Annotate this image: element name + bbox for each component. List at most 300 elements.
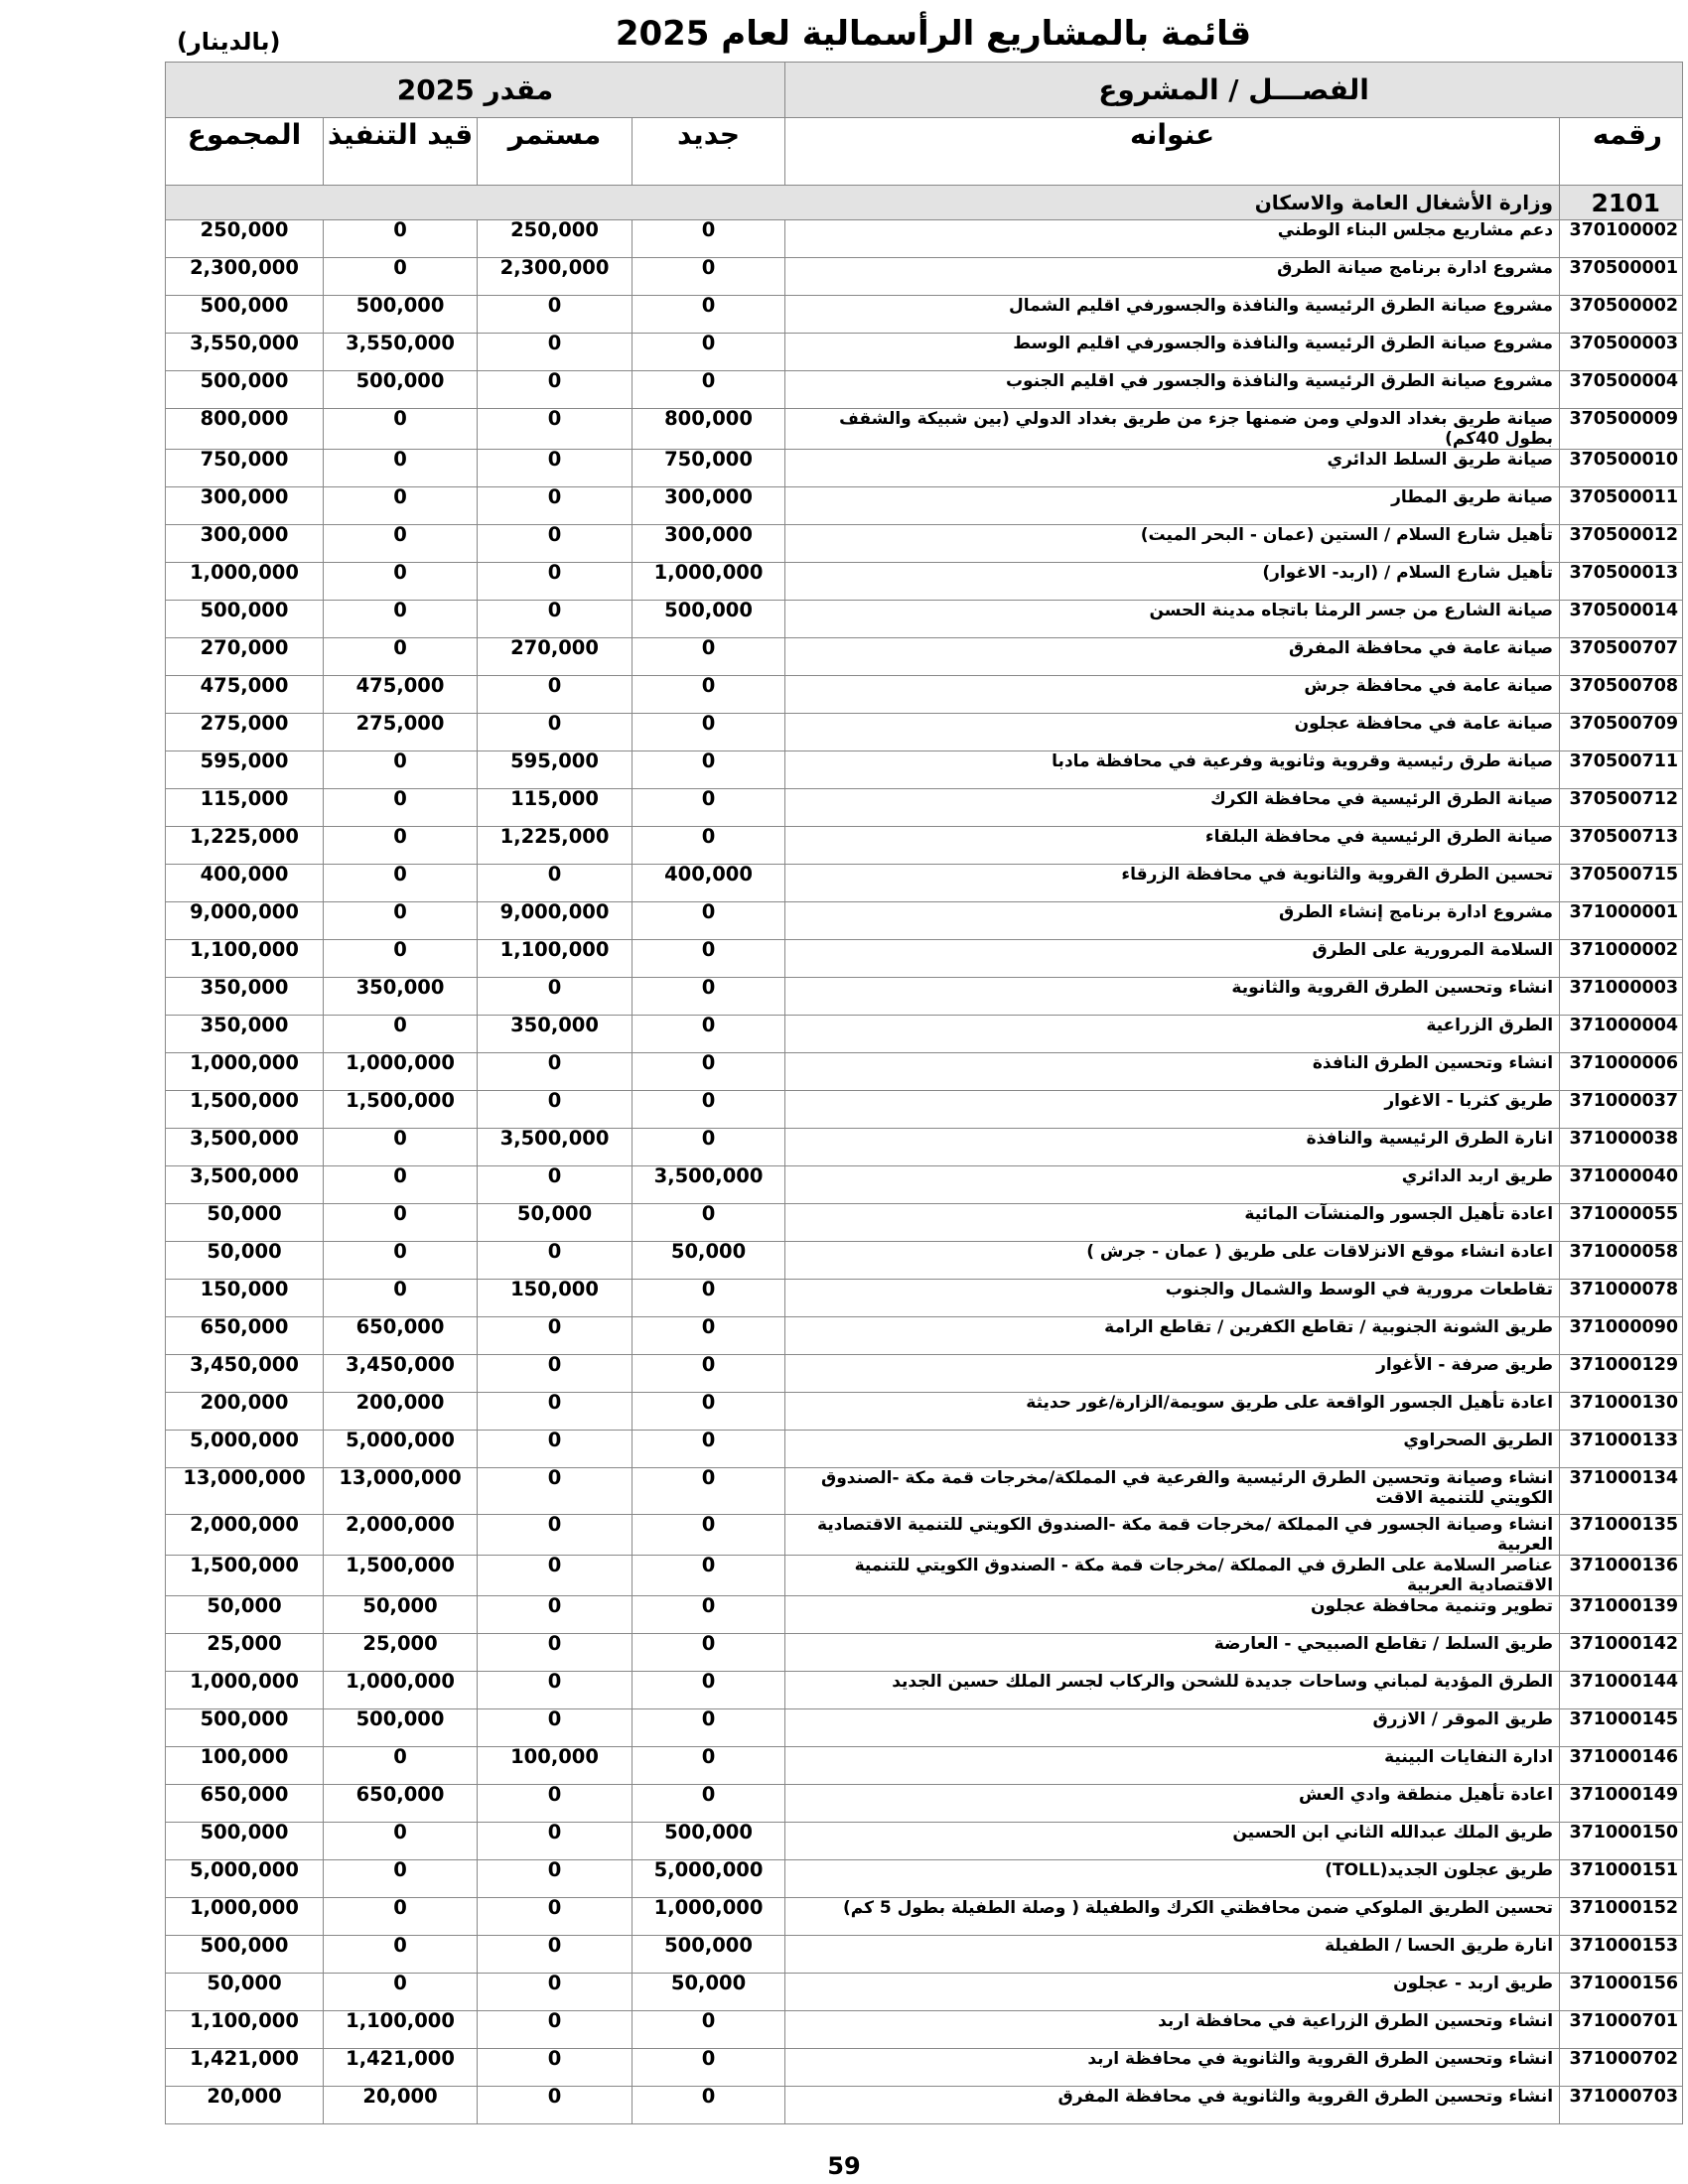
- table-row: [166, 1468, 1683, 1515]
- table-row: [166, 1596, 1683, 1634]
- value-continuing: 0: [478, 450, 633, 487]
- table-row: [166, 2087, 1683, 2124]
- project-title: صيانة عامة في محافظة جرش: [785, 676, 1560, 714]
- value-in-progress: 0: [324, 1823, 478, 1860]
- value-total: 9,000,000: [166, 902, 324, 940]
- currency-unit: (بالدينار): [177, 28, 281, 56]
- project-code: 370500012: [1560, 525, 1683, 563]
- value-total: 500,000: [166, 1936, 324, 1974]
- value-new: 300,000: [633, 525, 785, 563]
- project-code: 371000139: [1560, 1596, 1683, 1634]
- project-title: انشاء وتحسين الطرق القروية والثانوية: [785, 978, 1560, 1016]
- value-total: 250,000: [166, 220, 324, 258]
- table-row: [166, 450, 1683, 487]
- table-row: [166, 220, 1683, 258]
- value-total: 500,000: [166, 1823, 324, 1860]
- project-title: صيانة عامة في محافظة عجلون: [785, 714, 1560, 751]
- value-total: 275,000: [166, 714, 324, 751]
- value-new: 0: [633, 2049, 785, 2087]
- value-new: 0: [633, 2087, 785, 2124]
- value-new: 0: [633, 296, 785, 334]
- section-code: 2101: [1560, 186, 1683, 220]
- value-new: 0: [633, 1634, 785, 1672]
- table-row: [166, 1280, 1683, 1317]
- project-title: طريق الموقر / الازرق: [785, 1709, 1560, 1747]
- project-code: 371000146: [1560, 1747, 1683, 1785]
- project-code: 371000001: [1560, 902, 1683, 940]
- project-code: 371000058: [1560, 1242, 1683, 1280]
- project-code: 371000130: [1560, 1393, 1683, 1431]
- value-continuing: 0: [478, 409, 633, 450]
- value-continuing: 0: [478, 1393, 633, 1431]
- project-title: انشاء وتحسين الطرق القروية والثانوية في محافظة المفرق: [785, 2087, 1560, 2124]
- value-total: 1,000,000: [166, 563, 324, 601]
- value-total: 13,000,000: [166, 1468, 324, 1515]
- header-code: رقمه: [1560, 118, 1683, 186]
- value-in-progress: 0: [324, 1204, 478, 1242]
- page-number: 59: [827, 2152, 861, 2180]
- table-row: [166, 1823, 1683, 1860]
- value-total: 350,000: [166, 1016, 324, 1053]
- value-in-progress: 0: [324, 827, 478, 865]
- project-title: اعادة تأهيل منطقة وادي العش: [785, 1785, 1560, 1823]
- table-row: [166, 409, 1683, 450]
- project-title: صيانة طريق المطار: [785, 487, 1560, 525]
- value-in-progress: 1,500,000: [324, 1556, 478, 1596]
- project-code: 371000003: [1560, 978, 1683, 1016]
- value-total: 3,500,000: [166, 1166, 324, 1204]
- project-title: طريق الشونة الجنوبية / تقاطع الكفرين / تقاطع الرامة: [785, 1317, 1560, 1355]
- project-code: 371000703: [1560, 2087, 1683, 2124]
- project-code: 370500711: [1560, 751, 1683, 789]
- value-new: 0: [633, 714, 785, 751]
- value-in-progress: 0: [324, 865, 478, 902]
- value-continuing: 0: [478, 1166, 633, 1204]
- value-continuing: 0: [478, 1431, 633, 1468]
- project-code: 371000701: [1560, 2011, 1683, 2049]
- value-in-progress: 350,000: [324, 978, 478, 1016]
- value-continuing: 1,225,000: [478, 827, 633, 865]
- value-in-progress: 200,000: [324, 1393, 478, 1431]
- value-total: 50,000: [166, 1242, 324, 1280]
- value-in-progress: 0: [324, 1936, 478, 1974]
- section-name: وزارة الأشغال العامة والاسكان: [166, 186, 1560, 220]
- table-row: [166, 258, 1683, 296]
- project-title: طريق السلط / تقاطع الصبيحي - العارضة: [785, 1634, 1560, 1672]
- project-code: 370500010: [1560, 450, 1683, 487]
- value-new: 0: [633, 1431, 785, 1468]
- value-total: 20,000: [166, 2087, 324, 2124]
- table-row: [166, 1785, 1683, 1823]
- project-code: 371000040: [1560, 1166, 1683, 1204]
- value-in-progress: 500,000: [324, 1709, 478, 1747]
- value-continuing: 0: [478, 2049, 633, 2087]
- value-total: 475,000: [166, 676, 324, 714]
- page-title: قائمة بالمشاريع الرأسمالية لعام 2025: [615, 14, 1252, 54]
- table-row: [166, 1860, 1683, 1898]
- value-continuing: 0: [478, 865, 633, 902]
- value-continuing: 0: [478, 601, 633, 638]
- project-title: انشاء وتحسين الطرق النافذة: [785, 1053, 1560, 1091]
- value-new: 0: [633, 1317, 785, 1355]
- table-row: [166, 1091, 1683, 1129]
- value-new: 500,000: [633, 1936, 785, 1974]
- project-title: صيانة طريق بغداد الدولي ومن ضمنها جزء من طريق بغداد الدولي (بين شبيكة والشقف بطول 40كم): [785, 409, 1560, 450]
- table-row: [166, 296, 1683, 334]
- table-row: [166, 789, 1683, 827]
- value-in-progress: 650,000: [324, 1785, 478, 1823]
- table-row: [166, 601, 1683, 638]
- project-title: تأهيل شارع السلام / الستين (عمان - البحر الميت): [785, 525, 1560, 563]
- value-in-progress: 1,500,000: [324, 1091, 478, 1129]
- header-title: عنوانه: [785, 118, 1560, 186]
- value-continuing: 0: [478, 487, 633, 525]
- table-row: [166, 865, 1683, 902]
- value-new: 0: [633, 220, 785, 258]
- value-in-progress: 500,000: [324, 371, 478, 409]
- value-continuing: 50,000: [478, 1204, 633, 1242]
- project-title: صيانة عامة في محافظة المفرق: [785, 638, 1560, 676]
- value-in-progress: 50,000: [324, 1596, 478, 1634]
- value-in-progress: 0: [324, 1898, 478, 1936]
- value-continuing: 0: [478, 371, 633, 409]
- table-row: [166, 1242, 1683, 1280]
- value-total: 3,450,000: [166, 1355, 324, 1393]
- header-project-group: الفصـــل / المشروع: [785, 63, 1683, 118]
- value-new: 0: [633, 902, 785, 940]
- project-title: اعادة تأهيل الجسور الواقعة على طريق سويمة/الزارة/غور حديثة: [785, 1393, 1560, 1431]
- project-code: 370500708: [1560, 676, 1683, 714]
- value-continuing: 0: [478, 334, 633, 371]
- project-code: 370500712: [1560, 789, 1683, 827]
- value-total: 595,000: [166, 751, 324, 789]
- table-row: [166, 1709, 1683, 1747]
- table-row: [166, 1355, 1683, 1393]
- project-code: 371000134: [1560, 1468, 1683, 1515]
- project-title: انارة الطرق الرئيسية والنافذة: [785, 1129, 1560, 1166]
- project-title: اعادة تأهيل الجسور والمنشآت المائية: [785, 1204, 1560, 1242]
- project-code: 370500001: [1560, 258, 1683, 296]
- value-total: 50,000: [166, 1204, 324, 1242]
- value-total: 1,100,000: [166, 940, 324, 978]
- project-code: 371000038: [1560, 1129, 1683, 1166]
- value-new: 1,000,000: [633, 563, 785, 601]
- value-new: 300,000: [633, 487, 785, 525]
- value-continuing: 595,000: [478, 751, 633, 789]
- value-total: 650,000: [166, 1785, 324, 1823]
- value-continuing: 0: [478, 1515, 633, 1556]
- project-code: 370500002: [1560, 296, 1683, 334]
- table-row: [166, 1747, 1683, 1785]
- value-continuing: 0: [478, 1053, 633, 1091]
- value-in-progress: 0: [324, 601, 478, 638]
- value-continuing: 150,000: [478, 1280, 633, 1317]
- project-code: 370500713: [1560, 827, 1683, 865]
- value-in-progress: 475,000: [324, 676, 478, 714]
- table-row: [166, 1515, 1683, 1556]
- value-continuing: 0: [478, 1709, 633, 1747]
- project-code: 371000133: [1560, 1431, 1683, 1468]
- value-continuing: 0: [478, 1242, 633, 1280]
- table-row: [166, 1053, 1683, 1091]
- project-code: 371000151: [1560, 1860, 1683, 1898]
- table-row: [166, 371, 1683, 409]
- value-new: 50,000: [633, 1974, 785, 2011]
- project-code: 371000037: [1560, 1091, 1683, 1129]
- value-total: 100,000: [166, 1747, 324, 1785]
- value-continuing: 0: [478, 1596, 633, 1634]
- value-total: 350,000: [166, 978, 324, 1016]
- project-code: 371000078: [1560, 1280, 1683, 1317]
- value-continuing: 0: [478, 1823, 633, 1860]
- header-new: جديد: [633, 118, 785, 186]
- table-row: [166, 1672, 1683, 1709]
- value-in-progress: 0: [324, 1129, 478, 1166]
- project-code: 370500009: [1560, 409, 1683, 450]
- project-title: تأهيل شارع السلام / (اربد- الاغوار): [785, 563, 1560, 601]
- value-in-progress: 1,000,000: [324, 1672, 478, 1709]
- value-total: 1,421,000: [166, 2049, 324, 2087]
- value-new: 0: [633, 1709, 785, 1747]
- project-code: 371000150: [1560, 1823, 1683, 1860]
- value-total: 1,500,000: [166, 1091, 324, 1129]
- value-new: 0: [633, 334, 785, 371]
- value-total: 650,000: [166, 1317, 324, 1355]
- value-total: 2,300,000: [166, 258, 324, 296]
- project-title: ادارة النفايات البينية: [785, 1747, 1560, 1785]
- project-title: تقاطعات مرورية في الوسط والشمال والجنوب: [785, 1280, 1560, 1317]
- project-title: السلامة المرورية على الطرق: [785, 940, 1560, 978]
- value-in-progress: 0: [324, 1016, 478, 1053]
- value-total: 300,000: [166, 525, 324, 563]
- value-total: 5,000,000: [166, 1431, 324, 1468]
- value-continuing: 0: [478, 978, 633, 1016]
- value-total: 50,000: [166, 1596, 324, 1634]
- table-row: [166, 827, 1683, 865]
- value-total: 1,100,000: [166, 2011, 324, 2049]
- project-title: تحسين الطريق الملوكي ضمن محافظتي الكرك والطفيلة ( وصلة الطفيلة بطول 5 كم): [785, 1898, 1560, 1936]
- table-row: [166, 940, 1683, 978]
- value-in-progress: 0: [324, 940, 478, 978]
- project-code: 371000002: [1560, 940, 1683, 978]
- value-new: 0: [633, 258, 785, 296]
- value-new: 0: [633, 2011, 785, 2049]
- project-code: 371000129: [1560, 1355, 1683, 1393]
- project-code: 371000144: [1560, 1672, 1683, 1709]
- project-title: مشروع صيانة الطرق الرئيسية والنافذة والجسورفي اقليم الوسط: [785, 334, 1560, 371]
- value-new: 0: [633, 1515, 785, 1556]
- value-new: 0: [633, 1355, 785, 1393]
- value-in-progress: 650,000: [324, 1317, 478, 1355]
- value-in-progress: 1,100,000: [324, 2011, 478, 2049]
- value-continuing: 0: [478, 1317, 633, 1355]
- project-code: 370500707: [1560, 638, 1683, 676]
- table-body: [166, 63, 1683, 2124]
- project-title: انشاء وتحسين الطرق الزراعية في محافظة اربد: [785, 2011, 1560, 2049]
- value-new: 0: [633, 1280, 785, 1317]
- value-total: 150,000: [166, 1280, 324, 1317]
- project-title: اعادة انشاء موقع الانزلاقات على طريق ( عمان - جرش ): [785, 1242, 1560, 1280]
- project-title: طريق الملك عبدالله الثاني ابن الحسين: [785, 1823, 1560, 1860]
- value-continuing: 0: [478, 525, 633, 563]
- value-new: 3,500,000: [633, 1166, 785, 1204]
- value-continuing: 115,000: [478, 789, 633, 827]
- value-new: 500,000: [633, 1823, 785, 1860]
- project-code: 371000055: [1560, 1204, 1683, 1242]
- project-title: طريق عجلون الجديد(TOLL): [785, 1860, 1560, 1898]
- value-continuing: 0: [478, 1355, 633, 1393]
- value-total: 500,000: [166, 601, 324, 638]
- table-row: [166, 1204, 1683, 1242]
- project-title: صيانة طرق رئيسية وقروية وثانوية وفرعية في محافظة مادبا: [785, 751, 1560, 789]
- value-new: 0: [633, 371, 785, 409]
- value-total: 500,000: [166, 1709, 324, 1747]
- table-row: [166, 1898, 1683, 1936]
- project-title: الطريق الصحراوي: [785, 1431, 1560, 1468]
- value-total: 1,500,000: [166, 1556, 324, 1596]
- value-in-progress: 0: [324, 1242, 478, 1280]
- table-row: [166, 1166, 1683, 1204]
- section-row: [166, 186, 1683, 220]
- project-title: انشاء وصيانة الجسور في المملكة /مخرجات قمة مكة -الصندوق الكويتي للتنمية الاقتصادية العربية: [785, 1515, 1560, 1556]
- project-title: تطوير وتنمية محافظة عجلون: [785, 1596, 1560, 1634]
- value-in-progress: 1,421,000: [324, 2049, 478, 2087]
- value-continuing: 0: [478, 1860, 633, 1898]
- value-new: 0: [633, 676, 785, 714]
- header-estimate-group: مقدر 2025: [166, 63, 785, 118]
- value-continuing: 0: [478, 1785, 633, 1823]
- capital-projects-table: [165, 62, 1683, 2124]
- table-row: [166, 334, 1683, 371]
- value-in-progress: 275,000: [324, 714, 478, 751]
- value-in-progress: 0: [324, 563, 478, 601]
- value-in-progress: 0: [324, 487, 478, 525]
- project-title: مشروع صيانة الطرق الرئيسية والنافذة والجسورفي اقليم الشمال: [785, 296, 1560, 334]
- value-continuing: 250,000: [478, 220, 633, 258]
- value-new: 0: [633, 1785, 785, 1823]
- table-row: [166, 487, 1683, 525]
- value-in-progress: 1,000,000: [324, 1053, 478, 1091]
- value-new: 0: [633, 827, 785, 865]
- value-total: 1,000,000: [166, 1053, 324, 1091]
- value-continuing: 0: [478, 1634, 633, 1672]
- project-title: مشروع ادارة برنامج صيانة الطرق: [785, 258, 1560, 296]
- value-new: 0: [633, 638, 785, 676]
- value-total: 500,000: [166, 296, 324, 334]
- project-title: انشاء وصيانة وتحسين الطرق الرئيسية والفرعية في المملكة/مخرجات قمة مكة -الصندوق الكويتي للتنمية الاقت: [785, 1468, 1560, 1515]
- header-in-progress: قيد التنفيذ: [324, 118, 478, 186]
- header-continuing: مستمر: [478, 118, 633, 186]
- value-in-progress: 2,000,000: [324, 1515, 478, 1556]
- value-continuing: 3,500,000: [478, 1129, 633, 1166]
- project-code: 370500709: [1560, 714, 1683, 751]
- table-row: [166, 1016, 1683, 1053]
- value-total: 800,000: [166, 409, 324, 450]
- table-row: [166, 676, 1683, 714]
- value-in-progress: 5,000,000: [324, 1431, 478, 1468]
- value-in-progress: 13,000,000: [324, 1468, 478, 1515]
- value-new: 0: [633, 1016, 785, 1053]
- project-title: صيانة الطرق الرئيسية في محافظة البلقاء: [785, 827, 1560, 865]
- value-total: 200,000: [166, 1393, 324, 1431]
- value-total: 50,000: [166, 1974, 324, 2011]
- value-in-progress: 0: [324, 450, 478, 487]
- project-code: 371000004: [1560, 1016, 1683, 1053]
- value-in-progress: 0: [324, 751, 478, 789]
- value-in-progress: 0: [324, 409, 478, 450]
- project-code: 371000136: [1560, 1556, 1683, 1596]
- value-new: 0: [633, 1091, 785, 1129]
- table-row: [166, 638, 1683, 676]
- project-code: 370500004: [1560, 371, 1683, 409]
- value-in-progress: 0: [324, 258, 478, 296]
- project-title: الطرق الزراعية: [785, 1016, 1560, 1053]
- project-code: 371000135: [1560, 1515, 1683, 1556]
- value-total: 115,000: [166, 789, 324, 827]
- project-code: 370500003: [1560, 334, 1683, 371]
- value-new: 750,000: [633, 450, 785, 487]
- value-continuing: 350,000: [478, 1016, 633, 1053]
- table-row: [166, 2011, 1683, 2049]
- value-continuing: 0: [478, 1468, 633, 1515]
- header-total: المجموع: [166, 118, 324, 186]
- value-continuing: 0: [478, 563, 633, 601]
- project-title: مشروع صيانة الطرق الرئيسية والنافذة والجسور في اقليم الجنوب: [785, 371, 1560, 409]
- value-new: 0: [633, 751, 785, 789]
- value-in-progress: 20,000: [324, 2087, 478, 2124]
- value-in-progress: 3,550,000: [324, 334, 478, 371]
- value-new: 0: [633, 978, 785, 1016]
- value-continuing: 0: [478, 1672, 633, 1709]
- header-group-row: [166, 63, 1683, 118]
- value-continuing: 0: [478, 1936, 633, 1974]
- value-new: 0: [633, 1747, 785, 1785]
- value-total: 5,000,000: [166, 1860, 324, 1898]
- value-in-progress: 0: [324, 1280, 478, 1317]
- value-new: 400,000: [633, 865, 785, 902]
- table-row: [166, 902, 1683, 940]
- table-row: [166, 2049, 1683, 2087]
- table-row: [166, 1393, 1683, 1431]
- table-row: [166, 751, 1683, 789]
- project-title: تحسين الطرق القروية والثانوية في محافظة الزرقاء: [785, 865, 1560, 902]
- value-total: 1,000,000: [166, 1898, 324, 1936]
- value-new: 0: [633, 1129, 785, 1166]
- value-continuing: 0: [478, 1556, 633, 1596]
- value-new: 0: [633, 1393, 785, 1431]
- project-code: 371000145: [1560, 1709, 1683, 1747]
- value-total: 500,000: [166, 371, 324, 409]
- project-code: 371000142: [1560, 1634, 1683, 1672]
- project-title: انارة طريق الحسا / الطفيلة: [785, 1936, 1560, 1974]
- project-title: صيانة طريق السلط الدائري: [785, 450, 1560, 487]
- value-total: 300,000: [166, 487, 324, 525]
- value-new: 0: [633, 1672, 785, 1709]
- table-row: [166, 563, 1683, 601]
- table-row: [166, 1317, 1683, 1355]
- value-total: 1,225,000: [166, 827, 324, 865]
- value-total: 3,500,000: [166, 1129, 324, 1166]
- value-in-progress: 0: [324, 220, 478, 258]
- value-in-progress: 0: [324, 1747, 478, 1785]
- value-continuing: 9,000,000: [478, 902, 633, 940]
- project-title: صيانة الشارع من جسر الرمثا باتجاه مدينة الحسن: [785, 601, 1560, 638]
- value-in-progress: 0: [324, 1974, 478, 2011]
- project-title: مشروع ادارة برنامج إنشاء الطرق: [785, 902, 1560, 940]
- value-new: 0: [633, 789, 785, 827]
- value-continuing: 1,100,000: [478, 940, 633, 978]
- table-row: [166, 978, 1683, 1016]
